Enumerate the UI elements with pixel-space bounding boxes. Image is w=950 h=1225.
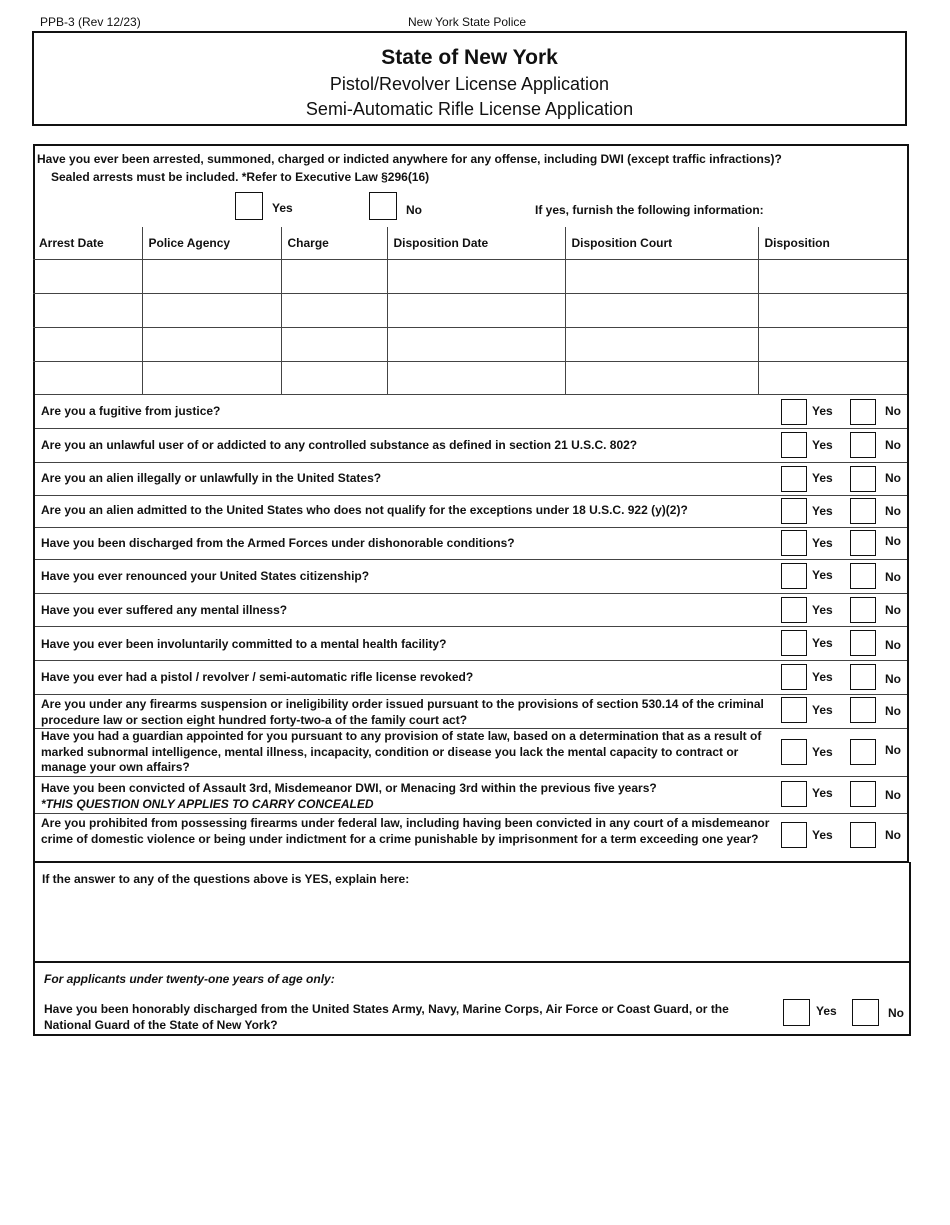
renounced-citizenship-no-checkbox[interactable]	[850, 563, 876, 589]
suspension-order-no-checkbox[interactable]	[850, 697, 876, 723]
charge-cell[interactable]	[281, 260, 387, 294]
honorable-discharge-yes-checkbox[interactable]	[783, 999, 810, 1026]
charge-cell[interactable]	[281, 294, 387, 328]
explain-label: If the answer to any of the questions above is YES, explain here:	[42, 872, 410, 886]
page-subtitle-pistol: Pistol/Revolver License Application	[329, 74, 610, 94]
disposition-cell[interactable]	[758, 260, 907, 294]
disposition-court-cell[interactable]	[565, 294, 758, 328]
question-admitted-alien: Are you an alien admitted to the United States who does not qualify for the exceptions under 18 U.S.C. 922 (y)(2)?	[41, 503, 688, 517]
page-title: State of New York	[381, 46, 558, 69]
question-row-suspension-order	[35, 694, 907, 728]
carry-concealed-note: *THIS QUESTION ONLY APPLIES TO CARRY CONCEALED	[41, 796, 374, 811]
admitted-alien-no-checkbox[interactable]	[850, 498, 876, 524]
yes-label: Yes	[812, 703, 833, 717]
arrest-table-header	[33, 227, 907, 260]
fugitive-yes-checkbox[interactable]	[781, 399, 807, 425]
disposition-date-cell[interactable]	[387, 260, 565, 294]
question-convicted-assault	[41, 781, 781, 812]
col-disposition-court: Disposition Court	[565, 227, 758, 260]
charge-cell[interactable]	[281, 362, 387, 396]
no-label: No	[885, 788, 901, 802]
question-dishonorable-discharge: Have you been discharged from the Armed Forces under dishonorable conditions?	[41, 536, 515, 550]
col-disposition-date: Disposition Date	[387, 227, 565, 260]
no-label: No	[885, 672, 901, 686]
yes-label: Yes	[812, 536, 833, 550]
question-row-renounced-citizenship	[35, 559, 907, 593]
col-disposition: Disposition	[758, 227, 907, 260]
arrest-yes-checkbox[interactable]	[235, 192, 263, 220]
guardian-appointed-no-checkbox[interactable]	[850, 739, 876, 765]
table-row	[33, 362, 907, 396]
arrest-no-checkbox[interactable]	[369, 192, 397, 220]
license-revoked-yes-checkbox[interactable]	[781, 664, 807, 690]
question-row-guardian-appointed	[35, 728, 907, 776]
question-row-license-revoked	[35, 660, 907, 694]
disposition-date-cell[interactable]	[387, 328, 565, 362]
question-row-illegal-alien	[35, 462, 907, 495]
yes-label: Yes	[812, 568, 833, 582]
under21-heading: For applicants under twenty-one years of age only:	[44, 972, 335, 986]
arrest-question-line1: Have you ever been arrested, summoned, charged or indicted anywhere for any offense, including DWI (except traffic infractions)?	[37, 152, 782, 166]
table-row	[33, 328, 907, 362]
no-label: No	[885, 743, 901, 757]
police-agency-cell[interactable]	[142, 260, 281, 294]
involuntarily-committed-no-checkbox[interactable]	[850, 630, 876, 656]
disposition-date-cell[interactable]	[387, 294, 565, 328]
arrest-question-line2: Sealed arrests must be included. *Refer to Executive Law §296(16)	[51, 170, 430, 184]
disposition-date-cell[interactable]	[387, 362, 565, 396]
mental-illness-no-checkbox[interactable]	[850, 597, 876, 623]
no-label: No	[885, 504, 901, 518]
disposition-court-cell[interactable]	[565, 260, 758, 294]
yes-label: Yes	[812, 786, 833, 800]
table-row	[33, 260, 907, 294]
guardian-appointed-yes-checkbox[interactable]	[781, 739, 807, 765]
federal-prohibition-yes-checkbox[interactable]	[781, 822, 807, 848]
yes-label: Yes	[812, 670, 833, 684]
question-involuntarily-committed: Have you ever been involuntarily committed to a mental health facility?	[41, 637, 447, 651]
col-arrest-date: Arrest Date	[39, 236, 104, 250]
no-label: No	[885, 570, 901, 584]
no-label: No	[888, 1006, 904, 1020]
question-suspension-order: Are you under any firearms suspension or ineligibility order issued pursuant to the provisions of section 530.14 of the criminal procedure law or section eight hundred forty-two-a of the family court act?	[41, 697, 764, 727]
arrest-yes-label: Yes	[272, 201, 293, 215]
admitted-alien-yes-checkbox[interactable]	[781, 498, 807, 524]
question-illegal-alien: Are you an alien illegally or unlawfully in the United States?	[41, 471, 382, 485]
controlled-substance-no-checkbox[interactable]	[850, 432, 876, 458]
arrest-if-yes-instruction: If yes, furnish the following information:	[535, 203, 764, 217]
yes-label: Yes	[816, 1004, 837, 1018]
disposition-cell[interactable]	[758, 294, 907, 328]
page-subtitle-rifle: Semi-Automatic Rifle License Application	[305, 99, 634, 119]
disposition-cell[interactable]	[758, 328, 907, 362]
convicted-assault-no-checkbox[interactable]	[850, 781, 876, 807]
question-row-federal-prohibition	[35, 813, 907, 862]
question-row-mental-illness	[35, 593, 907, 626]
yes-label: Yes	[812, 828, 833, 842]
suspension-order-yes-checkbox[interactable]	[781, 697, 807, 723]
col-police-agency: Police Agency	[142, 227, 281, 260]
yes-label: Yes	[812, 504, 833, 518]
no-label: No	[885, 438, 901, 452]
no-label: No	[885, 603, 901, 617]
renounced-citizenship-yes-checkbox[interactable]	[781, 563, 807, 589]
col-charge: Charge	[281, 227, 387, 260]
question-row-convicted-assault	[35, 776, 907, 813]
question-row-controlled-substance	[35, 428, 907, 462]
question-row-fugitive	[35, 394, 907, 428]
question-mental-illness: Have you ever suffered any mental illness?	[41, 603, 288, 617]
yes-label: Yes	[812, 471, 833, 485]
arrest-date-cell[interactable]	[33, 362, 142, 396]
agency-name: New York State Police	[408, 15, 527, 29]
question-honorable-discharge: Have you been honorably discharged from the United States Army, Navy, Marine Corps, Air Force or Coast Guard, or the National Guard of the State of New York?	[44, 1002, 729, 1032]
yes-label: Yes	[812, 404, 833, 418]
involuntarily-committed-yes-checkbox[interactable]	[781, 630, 807, 656]
question-federal-prohibition: Are you prohibited from possessing firearms under federal law, including having been convicted in any court of a misdemeanor crime of domestic violence or being under indictment for a crime punishable by imprisonment for a term exceeding one year?	[41, 816, 770, 846]
yes-label: Yes	[812, 745, 833, 759]
question-guardian-appointed: Have you had a guardian appointed for you pursuant to any provision of state law, based on a determination that as a result of marked subnormal intelligence, mental illness, incapacity, condition or disease you lack the mental capacity to contract or manage your own affairs?	[41, 729, 762, 774]
question-convicted-assault-text: Have you been convicted of Assault 3rd, Misdemeanor DWI, or Menacing 3rd within the previous five years?	[41, 781, 657, 795]
no-label: No	[885, 704, 901, 718]
controlled-substance-yes-checkbox[interactable]	[781, 432, 807, 458]
arrest-date-cell[interactable]	[33, 328, 142, 362]
arrest-no-label: No	[406, 203, 422, 217]
arrest-table	[33, 227, 907, 395]
police-agency-cell[interactable]	[142, 362, 281, 396]
license-revoked-no-checkbox[interactable]	[850, 664, 876, 690]
title-box	[32, 31, 907, 126]
question-row-dishonorable-discharge	[35, 527, 907, 559]
police-agency-cell[interactable]	[142, 328, 281, 362]
explain-field[interactable]	[42, 892, 902, 956]
no-label: No	[885, 638, 901, 652]
federal-prohibition-no-checkbox[interactable]	[850, 822, 876, 848]
form-id: PPB-3 (Rev 12/23)	[40, 15, 141, 29]
question-renounced-citizenship: Have you ever renounced your United States citizenship?	[41, 569, 370, 583]
question-controlled-substance: Are you an unlawful user of or addicted to any controlled substance as defined in section 21 U.S.C. 802?	[41, 438, 638, 452]
dishonorable-discharge-no-checkbox[interactable]	[850, 530, 876, 556]
question-row-admitted-alien	[35, 495, 907, 527]
arrest-question	[37, 150, 897, 186]
convicted-assault-yes-checkbox[interactable]	[781, 781, 807, 807]
disposition-court-cell[interactable]	[565, 362, 758, 396]
yes-label: Yes	[812, 603, 833, 617]
no-label: No	[885, 534, 901, 548]
fugitive-no-checkbox[interactable]	[850, 399, 876, 425]
yes-label: Yes	[812, 438, 833, 452]
arrest-date-cell[interactable]	[33, 294, 142, 328]
no-label: No	[885, 828, 901, 842]
police-agency-cell[interactable]	[142, 294, 281, 328]
mental-illness-yes-checkbox[interactable]	[781, 597, 807, 623]
question-license-revoked: Have you ever had a pistol / revolver / semi-automatic rifle license revoked?	[41, 670, 474, 684]
divider	[35, 961, 909, 963]
disposition-cell[interactable]	[758, 362, 907, 396]
disposition-court-cell[interactable]	[565, 328, 758, 362]
illegal-alien-no-checkbox[interactable]	[850, 466, 876, 492]
arrest-date-cell[interactable]	[33, 260, 142, 294]
illegal-alien-yes-checkbox[interactable]	[781, 466, 807, 492]
no-label: No	[885, 471, 901, 485]
no-label: No	[885, 404, 901, 418]
table-row	[33, 294, 907, 328]
charge-cell[interactable]	[281, 328, 387, 362]
yes-label: Yes	[812, 636, 833, 650]
honorable-discharge-no-checkbox[interactable]	[852, 999, 879, 1026]
question-row-involuntarily-committed	[35, 626, 907, 660]
dishonorable-discharge-yes-checkbox[interactable]	[781, 530, 807, 556]
question-fugitive: Are you a fugitive from justice?	[41, 404, 221, 418]
